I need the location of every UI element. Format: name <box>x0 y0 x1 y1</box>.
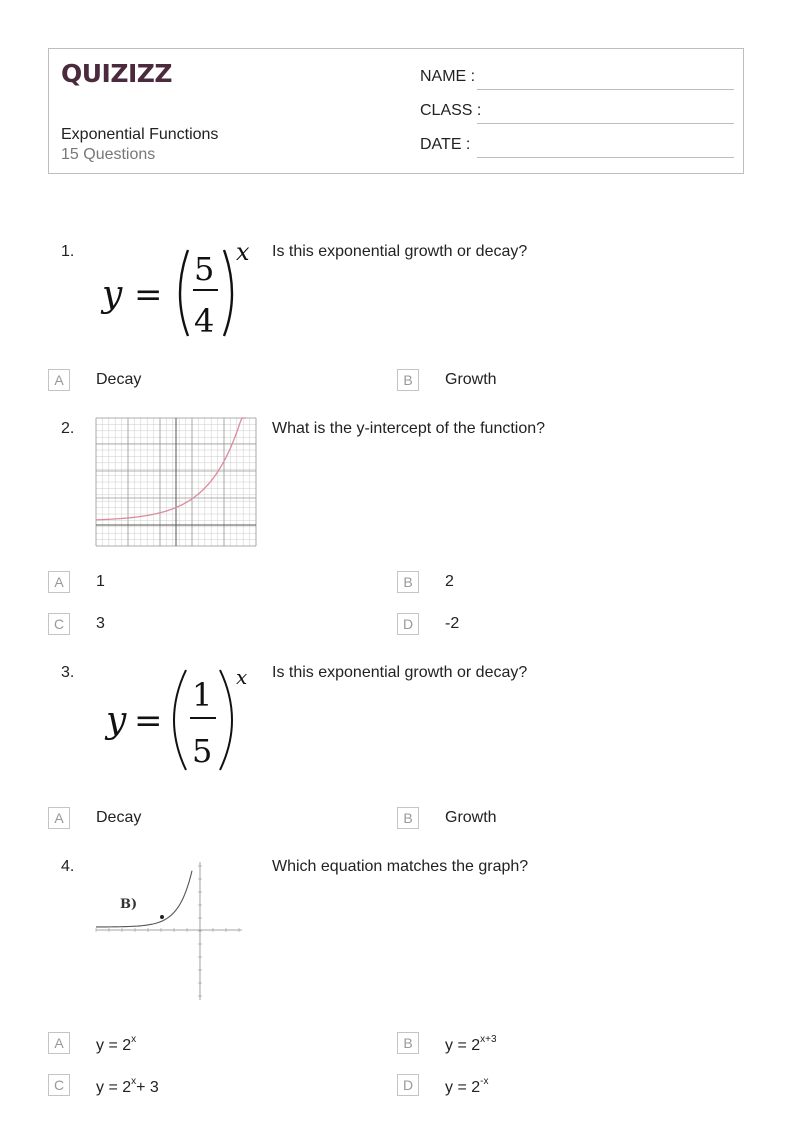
formula-1-lhs: y <box>102 274 123 315</box>
name-label: NAME : <box>420 68 476 85</box>
q4-option-a-box[interactable]: A <box>48 1032 70 1054</box>
q3-option-a-box[interactable]: A <box>48 807 70 829</box>
q3-option-b-box[interactable]: B <box>397 807 419 829</box>
q3-option-b-text[interactable]: Growth <box>445 809 497 826</box>
q2-option-c-text[interactable]: 3 <box>96 615 105 632</box>
question-4-number: 4. <box>61 858 75 875</box>
q4-option-a-text[interactable] <box>96 1034 136 1055</box>
question-3-number: 3. <box>61 664 75 681</box>
q2-option-d-text[interactable]: -2 <box>445 615 460 632</box>
question-1-text: Is this exponential growth or decay? <box>272 243 528 260</box>
formula-1-equals: = <box>134 275 163 315</box>
exponential-curve <box>96 871 192 927</box>
q1-option-a-box[interactable]: A <box>48 369 70 391</box>
class-field[interactable] <box>420 102 734 124</box>
graph-label: B) <box>120 897 138 912</box>
q4-option-b-text[interactable] <box>445 1034 497 1055</box>
q4-option-a-base: y = 2 <box>96 1037 132 1054</box>
question-3-text: Is this exponential growth or decay? <box>272 664 528 681</box>
quizizz-logo: QUIZIZZ <box>61 59 173 88</box>
formula-3-numerator: 1 <box>192 676 213 714</box>
formula-3-lhs: y <box>106 700 127 741</box>
worksheet-title: Exponential Functions <box>61 126 219 143</box>
q4-option-c-base: y = 2 <box>96 1079 132 1096</box>
class-label: CLASS : <box>420 102 482 119</box>
formula-1-denominator: 4 <box>194 302 215 340</box>
date-line[interactable] <box>477 157 734 158</box>
formula-1-right-paren <box>224 250 232 336</box>
formula-3-right-paren <box>220 670 232 770</box>
q2-option-a-box[interactable]: A <box>48 571 70 593</box>
date-field[interactable] <box>420 136 734 158</box>
q1-option-a-text[interactable]: Decay <box>96 371 142 388</box>
question-1-formula <box>96 238 266 342</box>
question-2-number: 2. <box>61 420 75 437</box>
question-3-formula <box>96 664 256 776</box>
formula-1-exponent: x <box>236 238 250 266</box>
q4-option-c-text[interactable] <box>96 1076 159 1097</box>
q2-option-b-box[interactable]: B <box>397 571 419 593</box>
q4-option-d-exp: -x <box>480 1076 489 1087</box>
q4-option-d-text[interactable] <box>445 1076 488 1097</box>
q2-option-d-box[interactable]: D <box>397 613 419 635</box>
question-2-graph <box>96 418 256 546</box>
exponential-curve <box>96 418 246 520</box>
q4-option-c-tail: + 3 <box>136 1079 159 1096</box>
question-4-graph <box>96 862 246 1002</box>
q4-option-a-exp: x <box>131 1034 137 1045</box>
formula-3-left-paren <box>174 670 186 770</box>
q4-option-c-box[interactable]: C <box>48 1074 70 1096</box>
q4-option-d-box[interactable]: D <box>397 1074 419 1096</box>
q4-option-b-exp: x+3 <box>480 1034 497 1045</box>
worksheet-header <box>48 48 744 174</box>
question-count: 15 Questions <box>61 146 156 163</box>
q4-option-b-box[interactable]: B <box>397 1032 419 1054</box>
name-line[interactable] <box>477 89 734 90</box>
formula-3-denominator: 5 <box>192 732 213 770</box>
q1-option-b-box[interactable]: B <box>397 369 419 391</box>
formula-1-left-paren <box>180 250 188 336</box>
class-line[interactable] <box>477 123 734 124</box>
question-4-text: Which equation matches the graph? <box>272 858 529 875</box>
curve-point <box>160 915 164 919</box>
q4-option-b-base: y = 2 <box>445 1037 481 1054</box>
q1-option-b-text[interactable]: Growth <box>445 371 497 388</box>
q4-option-c-exp: x <box>131 1076 137 1087</box>
question-1-number: 1. <box>61 243 75 260</box>
q2-option-b-text[interactable]: 2 <box>445 573 454 590</box>
name-field[interactable] <box>420 68 734 90</box>
formula-3-exponent: x <box>236 665 248 689</box>
q4-option-d-base: y = 2 <box>445 1079 481 1096</box>
formula-3-equals: = <box>134 701 163 741</box>
date-label: DATE : <box>420 136 471 153</box>
q3-option-a-text[interactable]: Decay <box>96 809 142 826</box>
q2-option-c-box[interactable]: C <box>48 613 70 635</box>
formula-1-numerator: 5 <box>194 250 215 288</box>
q2-option-a-text[interactable]: 1 <box>96 573 105 590</box>
question-2-text: What is the y-intercept of the function? <box>272 420 546 437</box>
